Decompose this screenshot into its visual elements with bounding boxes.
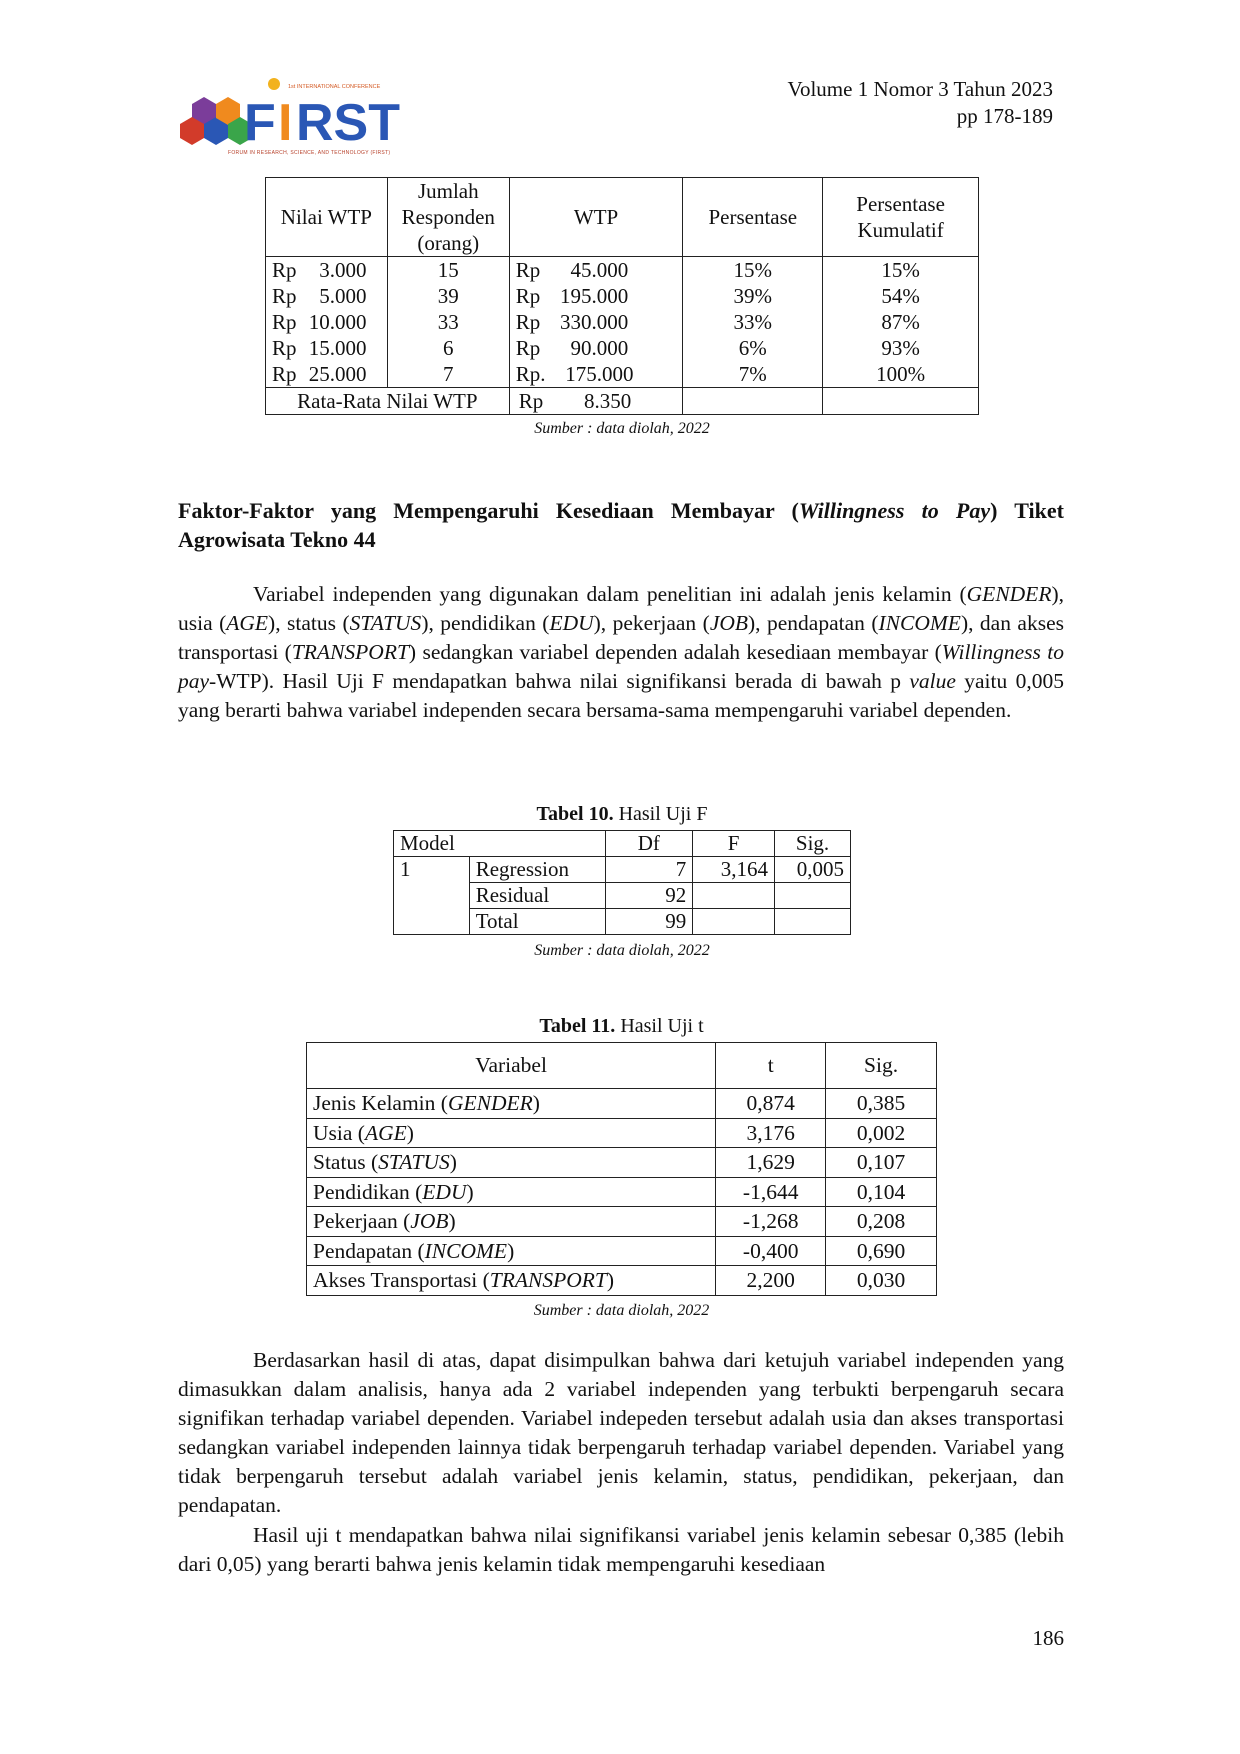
header-wtp: WTP: [509, 178, 683, 257]
wtp-cell: [509, 361, 683, 388]
persen-cell: 7%: [683, 361, 823, 388]
sig-cell: 0,385: [826, 1089, 937, 1119]
table11-caption: [306, 1015, 937, 1038]
header-f: F: [693, 831, 775, 857]
caption-text: Hasil Uji F: [613, 803, 708, 825]
text-run: yaitu 0,005 yang berarti bahwa variabel independen secara bersama-sama mempengaruhi variabel dependen.: [178, 669, 1064, 722]
variable-code: INCOME: [878, 611, 961, 635]
caption-label: Tabel 10.: [536, 803, 614, 825]
table-header-row: [307, 1043, 937, 1089]
kumulatif-cell: 93%: [823, 335, 979, 361]
sig-cell: 0,005: [775, 857, 851, 883]
wtp-value: 195.000: [560, 284, 629, 308]
row-label: Total: [469, 909, 605, 935]
paren: ): [448, 1209, 456, 1233]
header-line: Kumulatif: [857, 218, 944, 242]
row-label: Residual: [469, 883, 605, 909]
table-row: [307, 1266, 937, 1296]
variable-name: Akses Transportasi (: [313, 1268, 490, 1292]
variable-code: TRANSPORT: [489, 1268, 607, 1292]
logo-tagline: 1st INTERNATIONAL CONFERENCE: [288, 84, 381, 90]
svg-text:RST: RST: [296, 94, 400, 152]
variable-name: Pekerjaan (: [313, 1209, 411, 1233]
nilai-value: 15.000: [308, 336, 367, 360]
wtp-cell: [509, 335, 683, 361]
f-test-table: [393, 830, 851, 935]
section-heading: [178, 496, 1064, 554]
header-variabel: Variabel: [307, 1043, 716, 1089]
table-row: [394, 857, 851, 883]
variable-cell: [307, 1118, 716, 1148]
heading-italic-text: Willingness to Pay: [798, 498, 991, 523]
body-paragraph: [178, 580, 1064, 725]
variable-code: TRANSPORT: [291, 640, 409, 664]
variable-code: EDU: [549, 611, 594, 635]
wtp-value: 330.000: [560, 310, 629, 334]
table10-caption: [393, 803, 851, 826]
first-conference-logo: [178, 72, 408, 156]
f-cell: [693, 883, 775, 909]
f-cell: 3,164: [693, 857, 775, 883]
header-persentase: Persentase: [683, 178, 823, 257]
currency-label: Rp: [515, 310, 541, 334]
jumlah-cell: 15: [387, 257, 509, 284]
variable-code: STATUS: [378, 1150, 450, 1174]
text-run: ) sedangkan variabel dependen adalah kesediaan membayar (: [408, 640, 942, 664]
nilai-cell: [266, 361, 388, 388]
t-cell: 0,874: [716, 1089, 826, 1119]
wtp-cell: [509, 283, 683, 309]
paren: ): [466, 1179, 474, 1204]
df-cell: 7: [605, 857, 693, 883]
header-model: Model: [394, 831, 606, 857]
jumlah-cell: 39: [387, 283, 509, 309]
heading-text: ) Tiket Agrowisata Tekno 44: [178, 498, 1064, 552]
table-row: [307, 1236, 937, 1266]
paren: ): [606, 1268, 615, 1292]
empty-cell: [683, 388, 823, 415]
table-header-row: [266, 178, 979, 257]
header-nilai-wtp: Nilai WTP: [266, 178, 388, 257]
table-row: [266, 335, 979, 361]
sig-cell: 0,002: [826, 1118, 937, 1148]
nilai-cell: [266, 257, 388, 284]
header-sig: Sig.: [775, 831, 851, 857]
text-run: ), dan akses transportasi (: [178, 611, 1064, 664]
text-run: ), status (: [268, 611, 350, 635]
text-run: -WTP). Hasil Uji F mendapatkan bahwa nilai signifikansi berada di bawah p: [209, 669, 910, 693]
average-cell: [509, 388, 683, 415]
nilai-value: 3.000: [319, 258, 367, 282]
sig-cell: [775, 883, 851, 909]
header-line: (orang): [417, 231, 480, 255]
variable-name: Jenis Kelamin (: [313, 1091, 448, 1115]
nilai-cell: [266, 283, 388, 309]
t-cell: 1,629: [716, 1148, 826, 1178]
header-line: Jumlah: [417, 179, 479, 203]
wtp-value: 90.000: [570, 336, 629, 360]
t-cell: 2,200: [716, 1266, 826, 1296]
df-cell: 92: [605, 883, 693, 909]
sig-cell: [775, 909, 851, 935]
wtp-value: 175.000: [565, 362, 634, 386]
t-cell: -1,268: [716, 1207, 826, 1237]
variable-code: AGE: [226, 611, 269, 635]
logo-subtitle: FORUM IN RESEARCH, SCIENCE, AND TECHNOLOGY (FIRST): [228, 150, 391, 156]
sig-cell: 0,107: [826, 1148, 937, 1178]
text-run: Variabel independen yang digunakan dalam penelitian ini adalah jenis kelamin (: [253, 582, 967, 606]
nilai-cell: [266, 309, 388, 335]
currency-label: Rp: [272, 310, 297, 334]
variable-code: JOB: [709, 611, 749, 635]
variable-name: Status (: [313, 1150, 379, 1174]
average-row: [266, 388, 979, 415]
kumulatif-cell: 100%: [823, 361, 979, 388]
currency-label: Rp: [272, 258, 297, 282]
jumlah-cell: 7: [387, 361, 509, 388]
svg-text:I: I: [278, 94, 293, 152]
table-row: [266, 309, 979, 335]
header-sig: Sig.: [826, 1043, 937, 1089]
model-number: 1: [394, 857, 470, 935]
kumulatif-cell: 54%: [823, 283, 979, 309]
header-jumlah-responden: [387, 178, 509, 257]
table-row: [307, 1207, 937, 1237]
variable-cell: [307, 1148, 716, 1178]
t-test-table: [306, 1042, 937, 1296]
currency-label: Rp.: [515, 362, 546, 386]
persen-cell: 33%: [683, 309, 823, 335]
variable-cell: [307, 1207, 716, 1237]
variable-cell: [307, 1089, 716, 1119]
currency-label: Rp: [515, 258, 541, 282]
currency-label: Rp: [518, 389, 544, 413]
paren: ): [449, 1150, 457, 1174]
text-run: ), pendapatan (: [748, 611, 879, 635]
header-line: Persentase: [856, 192, 945, 216]
table-row: [307, 1089, 937, 1119]
persen-cell: 6%: [683, 335, 823, 361]
variable-name: Pendidikan (: [313, 1179, 423, 1204]
table-source-note: Sumber : data diolah, 2022: [534, 942, 710, 959]
t-cell: -0,400: [716, 1236, 826, 1266]
wtp-value: 45.000: [570, 258, 629, 282]
currency-label: Rp: [272, 362, 297, 386]
text-run: ), pendidikan (: [421, 611, 550, 635]
volume-line: Volume 1 Nomor 3 Tahun 2023: [787, 77, 1053, 101]
variable-code: EDU: [422, 1179, 467, 1204]
currency-label: Rp: [515, 284, 541, 308]
variable-cell: [307, 1266, 716, 1296]
row-label: Regression: [469, 857, 605, 883]
average-value: 8.350: [584, 389, 632, 413]
sig-cell: 0,690: [826, 1236, 937, 1266]
variable-code: JOB: [410, 1209, 449, 1233]
variable-code: GENDER: [966, 582, 1052, 606]
persen-cell: 15%: [683, 257, 823, 284]
kumulatif-cell: 15%: [823, 257, 979, 284]
sig-cell: 0,030: [826, 1266, 937, 1296]
t-cell: 3,176: [716, 1118, 826, 1148]
jumlah-cell: 33: [387, 309, 509, 335]
nilai-value: 5.000: [319, 284, 367, 308]
t-cell: -1,644: [716, 1177, 826, 1207]
header-df: Df: [605, 831, 693, 857]
table-row: [266, 257, 979, 284]
variable-name: Pendapatan (: [313, 1238, 425, 1263]
text-run: ), pekerjaan (: [593, 611, 710, 635]
paren: ): [406, 1120, 414, 1145]
page-number: 186: [1032, 1626, 1064, 1650]
table-row: [307, 1177, 937, 1207]
journal-volume-info: [788, 76, 1054, 130]
variable-code: Willingness to pay: [178, 640, 1064, 693]
currency-label: Rp: [515, 336, 541, 360]
text-run: ), usia (: [178, 582, 1064, 635]
variable-cell: [307, 1236, 716, 1266]
body-paragraph: Berdasarkan hasil di atas, dapat disimpulkan bahwa dari ketujuh variabel independen yang dimasukkan dalam analisis, hanya ada 2 variabel independen yang terbukti berpengaruh secara signifikan terhadap variabel dependen. Variabel indepeden tersebut adalah usia dan akses transportasi sedangkan variabel independen lainnya tidak berpengaruh terhadap variabel dependen. Variabel yang tidak berpengaruh tersebut adalah variabel jenis kelamin, status, pendidikan, pekerjaan, dan pendapatan.: [178, 1348, 1064, 1517]
jumlah-cell: 6: [387, 335, 509, 361]
caption-label: Tabel 11.: [539, 1015, 616, 1037]
table-row: [266, 361, 979, 388]
currency-label: Rp: [272, 336, 297, 360]
table-header-row: [394, 831, 851, 857]
heading-text: Faktor-Faktor yang Mempengaruhi Kesediaan Membayar (: [178, 498, 799, 523]
variable-cell: [307, 1177, 716, 1207]
body-paragraph: Hasil uji t mendapatkan bahwa nilai signifikansi variabel jenis kelamin sebesar 0,385 (lebih dari 0,05) yang berarti bahwa jenis kelamin tidak mempengaruhi kesediaan: [178, 1523, 1064, 1576]
currency-label: Rp: [272, 284, 297, 308]
paren: ): [532, 1091, 540, 1115]
f-cell: [693, 909, 775, 935]
df-cell: 99: [605, 909, 693, 935]
caption-text: Hasil Uji t: [615, 1015, 704, 1037]
variable-code: value: [909, 669, 956, 693]
wtp-distribution-table: [265, 177, 979, 415]
header-line: Responden: [401, 205, 495, 229]
variable-code: STATUS: [349, 611, 422, 635]
variable-code: GENDER: [447, 1091, 533, 1115]
wtp-cell: [509, 257, 683, 284]
persen-cell: 39%: [683, 283, 823, 309]
variable-name: Usia (: [313, 1120, 365, 1145]
table-row: [307, 1118, 937, 1148]
kumulatif-cell: 87%: [823, 309, 979, 335]
sig-cell: 0,104: [826, 1177, 937, 1207]
pages-line: pp 178-189: [956, 104, 1053, 128]
nilai-value: 25.000: [308, 362, 367, 386]
average-label: Rata-Rata Nilai WTP: [266, 388, 510, 415]
sig-cell: 0,208: [826, 1207, 937, 1237]
svg-text:F: F: [244, 94, 275, 152]
paren: ): [507, 1238, 515, 1263]
header-persentase-kumulatif: [823, 178, 979, 257]
table-source-note: Sumber : data diolah, 2022: [533, 1302, 710, 1319]
nilai-cell: [266, 335, 388, 361]
table-source-note: Sumber : data diolah, 2022: [534, 420, 710, 437]
table-row: [307, 1148, 937, 1178]
table-row: [266, 283, 979, 309]
header-t: t: [716, 1043, 826, 1089]
wtp-cell: [509, 309, 683, 335]
empty-cell: [823, 388, 979, 415]
nilai-value: 10.000: [308, 310, 367, 334]
variable-code: AGE: [364, 1120, 407, 1145]
variable-code: INCOME: [424, 1238, 508, 1263]
